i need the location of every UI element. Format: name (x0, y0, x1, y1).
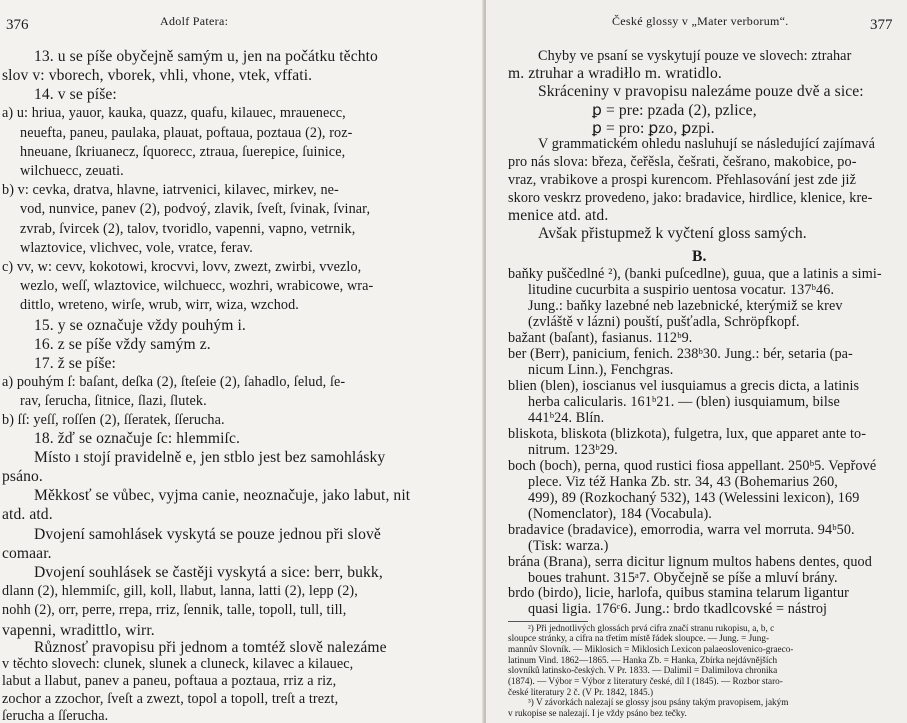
glossary-entry: herba calicularis. 161ᵇ21. — (blen) iusquiamum, bilse (528, 393, 840, 410)
footnote-line: (1874). — Výbor = Výbor z literatury české, díl I (1845). — Rozbor staro- (508, 676, 783, 687)
glossary-entry: boch (boch), perna, quod rustici fiosa appellant. 250ᵇ5. Vepřové (508, 457, 877, 474)
footnote-line: latinum Vind. 1862—1865. — Hanka Zb. = Hanka, Zbírka nejdávnějších (508, 654, 778, 665)
text-line: pro nás slova: březa, čeřěsla, češrati, češrano, makobice, po- (508, 154, 857, 171)
text-line: v těchto slovech: clunek, slunek a cluneck, kilavec a kilauec, (2, 656, 354, 673)
footnote-line: české literatury 2 č. (V Pr. 1842, 1845.) (508, 686, 654, 697)
glossary-entry: blien (blen), ioscianus vel iusquiamus a grecis dicta, a latinis (508, 377, 860, 394)
text-line: 16. z se píše vždy samým z. (34, 335, 211, 353)
text-line: V grammatickém ohledu nasluhují se následující zajímavá (538, 136, 875, 153)
text-line: vapenni, wradittlo, wirr. (2, 621, 155, 639)
text-line: rav, ſerucha, ſitnice, ſlazi, ſlutek. (20, 393, 207, 410)
text-line: 14. v se píše: (34, 86, 117, 104)
text-line: psáno. (2, 468, 43, 486)
text-line: dittlo, wreteno, wirſe, wrub, wirr, wiza, wzchod. (20, 297, 299, 314)
section-letter: B. (692, 248, 707, 266)
glossary-entry: Jung.: baňky lazebné neb lazebnické, kterýmiž se krev (528, 297, 843, 314)
glossary-entry: bažant (baſant), fasianus. 112ᵇ9. (508, 329, 693, 346)
glossary-entry: (Tisk: warza.) (528, 537, 609, 554)
text-line: dlann (2), hlemmiſc, gill, koll, llabut, lanna, latti (2), lepp (2), (2, 583, 358, 600)
text-line: Chyby ve psaní se vyskytují pouze ve slovech: ztrahar (538, 47, 852, 64)
text-line: wezlo, weſſ, wlaztovice, wilchuecc, wozhri, wrabicowe, wra- (20, 278, 374, 295)
text-line: neuefta, paneu, paulaka, plauat, poftaua, poztaua (2), roz- (20, 124, 353, 141)
text-line: 17. ž se píše: (34, 354, 116, 372)
text-line: 13. u se píše obyčejně samým u, jen na počátku těchto (34, 47, 378, 65)
glossary-entry: (zvláště v lázni) pouští, pušťadla, Schröpfkopf. (528, 313, 800, 330)
running-head-right: České glossy v „Mater verborum“. (612, 14, 789, 28)
glossary-entry: brána (Brana), serra dicitur lignum multos habens dentes, quod (508, 553, 872, 570)
text-line: Různosť pravopisu při jednom a tomtéž slově nalezáme (34, 638, 387, 656)
text-line: zochor a zzochor, ſveſt a zwezt, topol a topoll, treſt a trezt, (2, 690, 339, 707)
footnote-line: sloupce stránky, a cifra na třetím místě řádek sloupce. — Jung. = Jung- (508, 633, 769, 644)
running-head-left: Adolf Patera: (160, 14, 229, 28)
footnote-line: ²) Při jednotlivých glossách prvá cifra značí stranu rukopisu, a, b, c (528, 622, 775, 633)
text-line: slov v: vborech, vborek, vhli, vhone, vtek, vffati. (2, 67, 313, 85)
text-line: zvrab, ſvircek (2), talov, tvoridlo, vapenni, vapno, vetrnik, (20, 220, 356, 237)
glossary-entry: ber (Berr), panicium, fenich. 238ᵇ30. Jung.: bér, setaria (pa- (508, 345, 853, 362)
text-line: a) pouhým ſ: baſant, deſka (2), ſteſeie (2), ſahadlo, ſelud, ſe- (2, 374, 346, 391)
page-number-left: 376 (6, 17, 29, 33)
text-line: 15. y se označuje vždy pouhým i. (34, 316, 246, 334)
glossary-entry: nitrum. 123ᵇ29. (528, 441, 618, 458)
text-line: wlaztovice, vlichvec, vole, vratce, ferav. (20, 239, 253, 256)
glossary-entry: brdo (birdo), licie, harlofa, quibus stamina telarum ligantur (508, 585, 849, 602)
glossary-entry: bliskota, bliskota (blizkota), fulgetra, lux, que apparet ante to- (508, 425, 867, 442)
glossary-entry: plece. Viz též Hanka Zb. str. 34, 43 (Bohemarius 260, (528, 473, 838, 490)
text-line: m. ztruhar a wradiłlo m. wratidlo. (508, 65, 722, 83)
footnote-line: slovníků latinsko-českých. V Pr. 1833. — Dalimil = Dalimilova chronika (508, 665, 778, 676)
text-line: menice atd. atd. (508, 207, 609, 225)
glossary-entry: boues trahunt. 315ᵃ7. Obyčejně se píše a mluví brány. (528, 569, 838, 586)
text-line: vraz, vrabikove a prospi kurencom. Přehlasování jest zde již (508, 171, 856, 188)
text-line: skoro veskrz provedeno, jako: bradavice, hirdlice, klenice, kre- (508, 189, 873, 206)
glossary-entry: nicum Linn.), Fenchgras. (528, 361, 674, 378)
glossary-entry: quasi ligia. 176ᶜ6. Jung.: brdo tkadlcovské = nástroj (528, 601, 828, 618)
text-line: atd. atd. (2, 506, 53, 524)
text-line: Dvojení souhlásek se častěji vyskytá a sice: berr, bukk, (34, 564, 383, 582)
text-line: c) vv, w: cevv, kokotowi, krocvvi, lovv, zwezt, zwirbi, vvezlo, (2, 258, 362, 275)
text-line: nohh (2), orr, perre, rrepa, rriz, ſennik, talle, topoll, tull, till, (2, 602, 347, 619)
text-line: b) v: cevka, dratva, hlavne, iatrvenici, kilavec, mirkev, ne- (2, 182, 339, 199)
text-line: Skráceniny v pravopisu nalezáme pouze dvě a sice: (538, 83, 864, 101)
glossary-entry: (Nomenclator), 184 (Vocabula). (528, 505, 712, 522)
text-line: Měkkosť se vůbec, vyjma canie, neoznačuje, jako labut, nit (34, 487, 411, 505)
text-line: ꝑ = pre: pzada (2), pzlice, (592, 101, 757, 119)
text-line: a) u: hriua, yauor, kauka, quazz, quafu, kilauec, mrauenecc, (2, 105, 346, 122)
footnote-line: mannův Slovník. — Miklosich = Miklosich Lexicon palaeoslovenico-graeco- (508, 644, 794, 655)
right-page (486, 0, 907, 723)
text-line: wilchuecc, zeuati. (20, 162, 124, 179)
text-line: ſerucha a ſſerucha. (2, 708, 109, 723)
text-line: comaar. (2, 544, 52, 562)
text-line: b) ſſ: yeſſ, roſſen (2), ſſeratek, ſſerucha. (2, 412, 225, 429)
glossary-entry: 499), 89 (Rozkochaný 532), 143 (Welessini lexicon), 169 (528, 489, 860, 506)
glossary-entry: 441ᵇ24. Blín. (528, 409, 605, 426)
footnote-line: v rukopise se nalezají. I je vždy psáno bez tečky. (508, 708, 687, 718)
text-line: labut a llabut, panev a paneu, poftaua a poztaua, rriz a riz, (2, 673, 337, 690)
glossary-entry: bradavice (bradavice), emorrodia, warra vel morruta. 94ᵇ50. (508, 521, 855, 538)
text-line: ꝑ = pro: ꝑzo, ꝑzpi. (592, 119, 715, 137)
text-line: Dvojení samohlásek vyskytá se pouze jednou při slově (34, 525, 381, 543)
text-line: Avšak přistupmež k vyčtení gloss samých. (538, 225, 807, 243)
glossary-entry: baňky puščedlné ²), (banki puſcedlne), guua, que a latinis a simi- (508, 265, 882, 282)
glossary-entry: litudine cucurbita a suspirio uentosa vocatur. 137ᵇ46. (528, 281, 835, 298)
text-line: 18. žď se označuje ſc: hlemmiſc. (34, 429, 240, 447)
page-number-right: 377 (870, 17, 893, 33)
text-line: vod, nunvice, panev (2), podvoý, zlavik, ſveſt, ſvinak, ſvinar, (20, 201, 371, 218)
footnote-line: ³) V závorkách nalezají se glossy jsou psány takým pravopisem, jakým (528, 697, 789, 708)
text-line: Místo ı stojí pravidelně e, jen stblo jest bez samohlásky (34, 448, 386, 466)
text-line: hneuane, ſkriuanecz, ſquorecc, ztraua, ſuerepice, ſuinice, (20, 143, 346, 160)
